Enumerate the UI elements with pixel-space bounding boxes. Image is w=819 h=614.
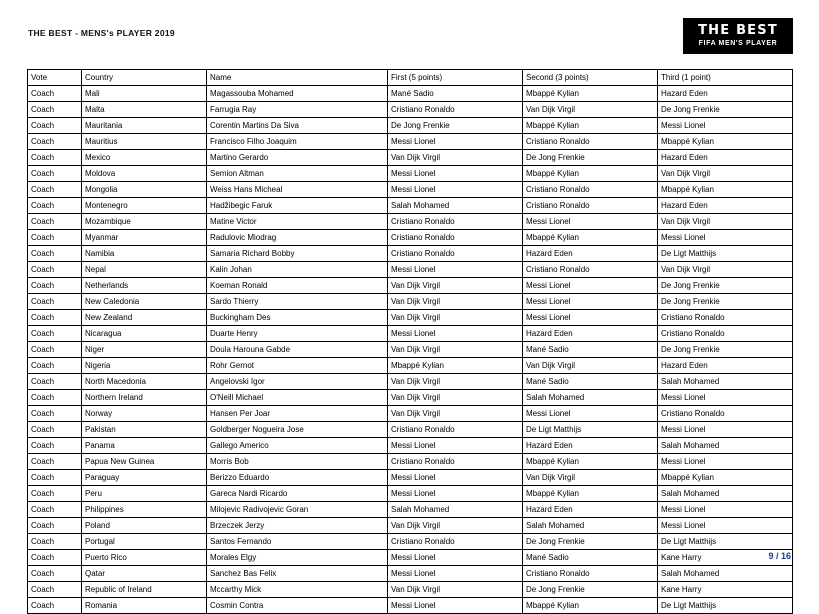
column-header-vote: Vote	[28, 70, 82, 86]
cell-vote: Coach	[28, 278, 82, 294]
table-row	[28, 518, 793, 534]
cell-second: Cristiano Ronaldo	[523, 134, 658, 150]
column-header-second: Second (3 points)	[523, 70, 658, 86]
cell-name: Sardo Thierry	[207, 294, 388, 310]
table-row	[28, 342, 793, 358]
table-row	[28, 550, 793, 566]
cell-first: Van Dijk Virgil	[388, 374, 523, 390]
cell-third: De Ligt Matthijs	[658, 598, 793, 614]
cell-third: Salah Mohamed	[658, 438, 793, 454]
cell-second: Messi Lionel	[523, 214, 658, 230]
cell-name: Magassouba Mohamed	[207, 86, 388, 102]
cell-first: Van Dijk Virgil	[388, 390, 523, 406]
cell-name: Koeman Ronald	[207, 278, 388, 294]
cell-country: Norway	[82, 406, 207, 422]
cell-country: Nicaragua	[82, 326, 207, 342]
cell-name: Morris Bob	[207, 454, 388, 470]
table-row	[28, 534, 793, 550]
cell-country: Portugal	[82, 534, 207, 550]
cell-name: Gallego Americo	[207, 438, 388, 454]
cell-first: Messi Lionel	[388, 262, 523, 278]
table-row	[28, 182, 793, 198]
cell-third: Van Dijk Virgil	[658, 214, 793, 230]
cell-country: Nepal	[82, 262, 207, 278]
cell-third: Hazard Eden	[658, 198, 793, 214]
fifa-the-best-logo	[683, 18, 793, 54]
cell-first: Van Dijk Virgil	[388, 150, 523, 166]
table-header	[28, 70, 793, 86]
table-row	[28, 470, 793, 486]
cell-third: De Jong Frenkie	[658, 294, 793, 310]
column-header-name: Name	[207, 70, 388, 86]
cell-vote: Coach	[28, 582, 82, 598]
cell-vote: Coach	[28, 502, 82, 518]
cell-second: Cristiano Ronaldo	[523, 262, 658, 278]
cell-third: Cristiano Ronaldo	[658, 310, 793, 326]
cell-second: De Jong Frenkie	[523, 582, 658, 598]
cell-second: Hazard Eden	[523, 326, 658, 342]
cell-third: Hazard Eden	[658, 150, 793, 166]
cell-first: Mbappé Kylian	[388, 358, 523, 374]
cell-vote: Coach	[28, 470, 82, 486]
cell-third: Mbappé Kylian	[658, 470, 793, 486]
cell-second: Mané Sadio	[523, 550, 658, 566]
cell-country: Mexico	[82, 150, 207, 166]
cell-third: Messi Lionel	[658, 518, 793, 534]
table-row	[28, 230, 793, 246]
cell-country: Namibia	[82, 246, 207, 262]
cell-third: Van Dijk Virgil	[658, 166, 793, 182]
cell-name: Samaria Richard Bobby	[207, 246, 388, 262]
cell-first: Cristiano Ronaldo	[388, 246, 523, 262]
cell-third: De Jong Frenkie	[658, 102, 793, 118]
cell-third: Messi Lionel	[658, 454, 793, 470]
cell-vote: Coach	[28, 150, 82, 166]
cell-second: Mané Sadio	[523, 342, 658, 358]
cell-third: De Jong Frenkie	[658, 278, 793, 294]
cell-name: Morales Elgy	[207, 550, 388, 566]
cell-vote: Coach	[28, 182, 82, 198]
cell-country: New Zealand	[82, 310, 207, 326]
cell-third: Messi Lionel	[658, 118, 793, 134]
cell-name: Doula Harouna Gabde	[207, 342, 388, 358]
cell-country: Republic of Ireland	[82, 582, 207, 598]
cell-country: Panama	[82, 438, 207, 454]
cell-third: Hazard Eden	[658, 86, 793, 102]
table-row	[28, 310, 793, 326]
cell-vote: Coach	[28, 550, 82, 566]
cell-country: Mali	[82, 86, 207, 102]
cell-first: Salah Mohamed	[388, 198, 523, 214]
cell-first: Cristiano Ronaldo	[388, 534, 523, 550]
table-row	[28, 582, 793, 598]
table-header-row	[28, 70, 793, 86]
column-header-third: Third (1 point)	[658, 70, 793, 86]
cell-country: Mauritania	[82, 118, 207, 134]
cell-second: De Ligt Matthijs	[523, 422, 658, 438]
table-row	[28, 166, 793, 182]
table-row	[28, 134, 793, 150]
cell-country: North Macedonia	[82, 374, 207, 390]
cell-country: Pakistan	[82, 422, 207, 438]
cell-first: De Jong Frenkie	[388, 118, 523, 134]
cell-first: Messi Lionel	[388, 598, 523, 614]
cell-first: Cristiano Ronaldo	[388, 422, 523, 438]
cell-second: De Jong Frenkie	[523, 534, 658, 550]
cell-country: Nigeria	[82, 358, 207, 374]
cell-first: Messi Lionel	[388, 550, 523, 566]
table-row	[28, 390, 793, 406]
cell-name: Goldberger Nogueira Jose	[207, 422, 388, 438]
table-row	[28, 374, 793, 390]
cell-vote: Coach	[28, 326, 82, 342]
cell-name: Matine Victor	[207, 214, 388, 230]
cell-third: Salah Mohamed	[658, 374, 793, 390]
cell-vote: Coach	[28, 486, 82, 502]
cell-third: Cristiano Ronaldo	[658, 326, 793, 342]
cell-name: Kalin Johan	[207, 262, 388, 278]
cell-country: Mongolia	[82, 182, 207, 198]
cell-country: Niger	[82, 342, 207, 358]
cell-second: Van Dijk Virgil	[523, 102, 658, 118]
cell-second: Salah Mohamed	[523, 518, 658, 534]
cell-name: Hadžibegic Faruk	[207, 198, 388, 214]
cell-first: Messi Lionel	[388, 134, 523, 150]
cell-vote: Coach	[28, 134, 82, 150]
cell-second: Mané Sadio	[523, 374, 658, 390]
cell-vote: Coach	[28, 422, 82, 438]
cell-third: De Jong Frenkie	[658, 342, 793, 358]
column-header-country: Country	[82, 70, 207, 86]
cell-name: Santos Fernando	[207, 534, 388, 550]
cell-name: Brzeczek Jerzy	[207, 518, 388, 534]
logo-title: THE BEST	[698, 23, 778, 38]
cell-country: Philippines	[82, 502, 207, 518]
cell-first: Messi Lionel	[388, 182, 523, 198]
cell-vote: Coach	[28, 294, 82, 310]
cell-name: Hansen Per Joar	[207, 406, 388, 422]
cell-first: Cristiano Ronaldo	[388, 214, 523, 230]
cell-second: Messi Lionel	[523, 278, 658, 294]
cell-country: Montenegro	[82, 198, 207, 214]
cell-vote: Coach	[28, 374, 82, 390]
cell-name: Gareca Nardi Ricardo	[207, 486, 388, 502]
cell-vote: Coach	[28, 310, 82, 326]
cell-name: Farrugia Ray	[207, 102, 388, 118]
cell-second: Mbappé Kylian	[523, 118, 658, 134]
cell-third: Mbappé Kylian	[658, 182, 793, 198]
cell-country: Poland	[82, 518, 207, 534]
cell-name: Mccarthy Mick	[207, 582, 388, 598]
cell-name: Buckingham Des	[207, 310, 388, 326]
cell-name: Francisco Filho Joaquim	[207, 134, 388, 150]
cell-second: Hazard Eden	[523, 502, 658, 518]
cell-name: Corentin Martins Da Siva	[207, 118, 388, 134]
cell-second: Mbappé Kylian	[523, 454, 658, 470]
cell-country: Mozambique	[82, 214, 207, 230]
cell-vote: Coach	[28, 214, 82, 230]
cell-name: Milojevic Radivojevic Goran	[207, 502, 388, 518]
cell-vote: Coach	[28, 390, 82, 406]
cell-country: Moldova	[82, 166, 207, 182]
cell-country: Mauritius	[82, 134, 207, 150]
cell-third: Hazard Eden	[658, 358, 793, 374]
cell-name: Weiss Hans Micheal	[207, 182, 388, 198]
table-row	[28, 86, 793, 102]
cell-name: Martino Gerardo	[207, 150, 388, 166]
cell-vote: Coach	[28, 406, 82, 422]
cell-country: Peru	[82, 486, 207, 502]
table-row	[28, 358, 793, 374]
cell-second: Messi Lionel	[523, 406, 658, 422]
table-row	[28, 262, 793, 278]
cell-first: Messi Lionel	[388, 166, 523, 182]
table-row	[28, 422, 793, 438]
table-row	[28, 198, 793, 214]
cell-country: Puerto Rico	[82, 550, 207, 566]
cell-second: Hazard Eden	[523, 246, 658, 262]
cell-first: Messi Lionel	[388, 486, 523, 502]
cell-first: Messi Lionel	[388, 566, 523, 582]
cell-name: Berizzo Eduardo	[207, 470, 388, 486]
cell-second: Salah Mohamed	[523, 390, 658, 406]
cell-vote: Coach	[28, 534, 82, 550]
cell-second: Mbappé Kylian	[523, 166, 658, 182]
cell-third: Messi Lionel	[658, 422, 793, 438]
cell-vote: Coach	[28, 102, 82, 118]
column-header-first: First (5 points)	[388, 70, 523, 86]
cell-name: Radulovic Miodrag	[207, 230, 388, 246]
cell-third: Messi Lionel	[658, 390, 793, 406]
cell-vote: Coach	[28, 246, 82, 262]
page-number: 9 / 16	[768, 551, 791, 561]
cell-second: Van Dijk Virgil	[523, 358, 658, 374]
cell-third: Mbappé Kylian	[658, 134, 793, 150]
table-row	[28, 118, 793, 134]
cell-second: Messi Lionel	[523, 294, 658, 310]
cell-first: Cristiano Ronaldo	[388, 102, 523, 118]
cell-name: Sanchez Bas Felix	[207, 566, 388, 582]
cell-country: Netherlands	[82, 278, 207, 294]
table-row	[28, 438, 793, 454]
cell-second: Hazard Eden	[523, 438, 658, 454]
cell-country: Malta	[82, 102, 207, 118]
cell-second: Cristiano Ronaldo	[523, 182, 658, 198]
cell-name: Cosmin Contra	[207, 598, 388, 614]
cell-first: Van Dijk Virgil	[388, 582, 523, 598]
cell-country: New Caledonia	[82, 294, 207, 310]
cell-name: Duarte Henry	[207, 326, 388, 342]
cell-third: Kane Harry	[658, 582, 793, 598]
cell-first: Mané Sadio	[388, 86, 523, 102]
cell-name: Angelovski Igor	[207, 374, 388, 390]
cell-third: De Ligt Matthijs	[658, 534, 793, 550]
cell-first: Van Dijk Virgil	[388, 518, 523, 534]
table-row	[28, 102, 793, 118]
cell-third: Messi Lionel	[658, 230, 793, 246]
table-body	[28, 86, 793, 614]
cell-first: Salah Mohamed	[388, 502, 523, 518]
table-row	[28, 406, 793, 422]
cell-second: De Jong Frenkie	[523, 150, 658, 166]
cell-second: Messi Lionel	[523, 310, 658, 326]
table-row	[28, 294, 793, 310]
cell-vote: Coach	[28, 454, 82, 470]
cell-vote: Coach	[28, 198, 82, 214]
cell-first: Van Dijk Virgil	[388, 310, 523, 326]
cell-third: Kane Harry	[658, 550, 793, 566]
cell-country: Northern Ireland	[82, 390, 207, 406]
cell-vote: Coach	[28, 566, 82, 582]
table-row	[28, 566, 793, 582]
cell-second: Cristiano Ronaldo	[523, 198, 658, 214]
cell-country: Papua New Guinea	[82, 454, 207, 470]
cell-second: Mbappé Kylian	[523, 230, 658, 246]
cell-country: Romania	[82, 598, 207, 614]
cell-vote: Coach	[28, 518, 82, 534]
cell-second: Mbappé Kylian	[523, 598, 658, 614]
cell-first: Van Dijk Virgil	[388, 406, 523, 422]
table-row	[28, 214, 793, 230]
cell-vote: Coach	[28, 166, 82, 182]
cell-first: Messi Lionel	[388, 438, 523, 454]
table-row	[28, 278, 793, 294]
table-row	[28, 150, 793, 166]
table-row	[28, 454, 793, 470]
cell-first: Cristiano Ronaldo	[388, 454, 523, 470]
cell-third: Salah Mohamed	[658, 566, 793, 582]
cell-country: Paraguay	[82, 470, 207, 486]
cell-third: Salah Mohamed	[658, 486, 793, 502]
cell-vote: Coach	[28, 118, 82, 134]
cell-name: Rohr Gernot	[207, 358, 388, 374]
cell-first: Van Dijk Virgil	[388, 278, 523, 294]
cell-second: Mbappé Kylian	[523, 86, 658, 102]
cell-country: Qatar	[82, 566, 207, 582]
cell-vote: Coach	[28, 438, 82, 454]
cell-vote: Coach	[28, 342, 82, 358]
cell-name: Semion Altman	[207, 166, 388, 182]
cell-vote: Coach	[28, 358, 82, 374]
cell-third: Messi Lionel	[658, 502, 793, 518]
page-title: THE BEST - MENS's PLAYER 2019	[28, 28, 175, 38]
cell-second: Mbappé Kylian	[523, 486, 658, 502]
cell-first: Van Dijk Virgil	[388, 342, 523, 358]
logo-subtitle: FIFA MEN'S PLAYER	[698, 40, 778, 47]
cell-third: De Ligt Matthijs	[658, 246, 793, 262]
votes-table	[27, 69, 793, 614]
table-row	[28, 326, 793, 342]
cell-third: Cristiano Ronaldo	[658, 406, 793, 422]
cell-vote: Coach	[28, 262, 82, 278]
table-row	[28, 598, 793, 614]
cell-name: O'Neill Michael	[207, 390, 388, 406]
cell-vote: Coach	[28, 598, 82, 614]
cell-vote: Coach	[28, 230, 82, 246]
table-row	[28, 246, 793, 262]
cell-country: Myanmar	[82, 230, 207, 246]
cell-second: Cristiano Ronaldo	[523, 566, 658, 582]
cell-first: Messi Lionel	[388, 470, 523, 486]
cell-first: Messi Lionel	[388, 326, 523, 342]
cell-first: Cristiano Ronaldo	[388, 230, 523, 246]
table-row	[28, 486, 793, 502]
cell-second: Van Dijk Virgil	[523, 470, 658, 486]
table-row	[28, 502, 793, 518]
cell-vote: Coach	[28, 86, 82, 102]
cell-third: Van Dijk Virgil	[658, 262, 793, 278]
cell-first: Van Dijk Virgil	[388, 294, 523, 310]
